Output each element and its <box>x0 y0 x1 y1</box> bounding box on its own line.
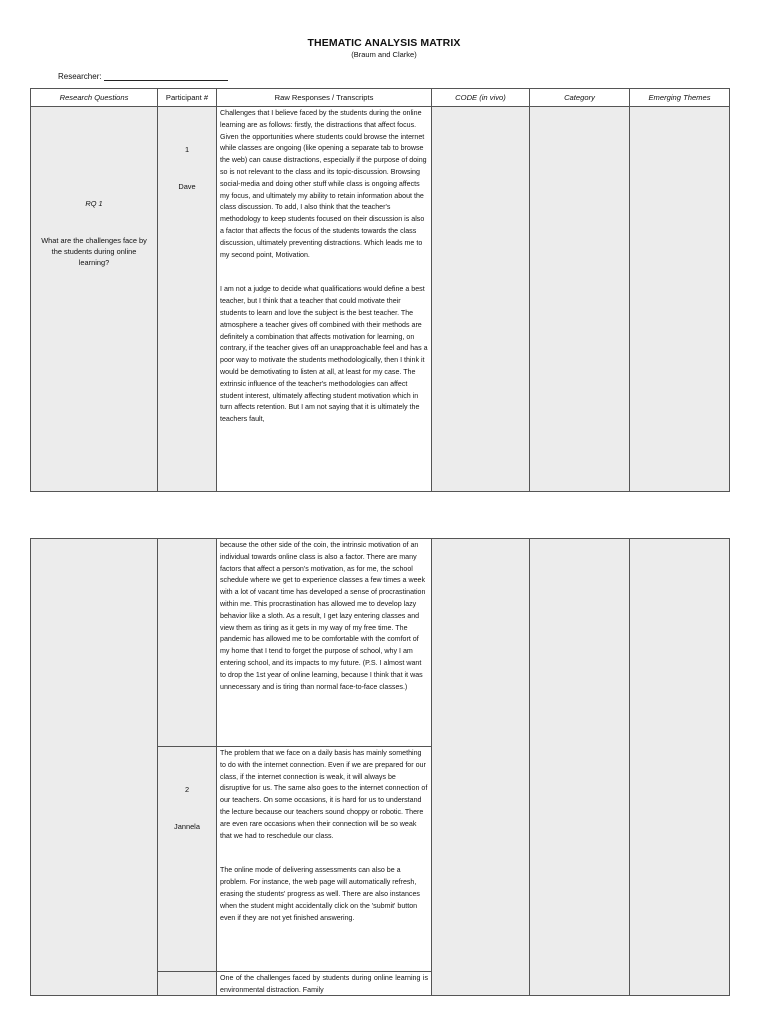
code-cell <box>432 107 530 492</box>
category-cell <box>530 107 630 492</box>
response-paragraph: because the other side of the coin, the intrinsic motivation of an individual towards online class is also a factor. There are many factors that affect a person's motivation, as for me, the school schedule where we get to experience classes a few times a week with a lot of vacant time has developed a sense of procrastination within me. This procrastination has allowed me to develop lazy behavior like a sloth. As a result, I get lazy entering classes and view them as tiring as it gets in my way of my free time. The pandemic has allowed me to be comfortable with the comfort of my home that I tend to forget the purpose of school, why I am entering school, and its impacts to my future. (P.S. I almost want to drop the 1st year of online learning, because I think that it was unnecessary and is tiring than normal face-to-face classes.) <box>220 541 426 691</box>
response-paragraph: The online mode of delivering assessments can also be a problem. For instance, the web page will automatically refresh, erasing the students' progress as well. There are also instances when the student might accidentally click on the 'submit' button even if they are not yet finished answering. <box>220 866 420 922</box>
researcher-label: Researcher: <box>58 72 102 81</box>
participant-number: 1 <box>184 145 190 154</box>
col-participant: Participant # <box>158 89 217 107</box>
matrix-table-page-1 <box>30 88 730 492</box>
col-emerging-themes: Emerging Themes <box>630 89 730 107</box>
participant-name: Dave <box>178 182 196 191</box>
response-paragraph: I am not a judge to decide what qualifications would define a best teacher, but I think that a teacher that could motivate their students to learn and love the subject is the best teacher. The atmosphere a teacher gives off combined with their methods are definitely a combination that affects motivation for learning, on contrary, if the teacher gives off an unapproachable feel and has a poor way to motivate the students methodologically, then I think it would be demotivating to listen at all, at least for my case. The extrinsic influence of the teacher's methodologies can affect student interest, ultimately affecting student motivation which in turn affects retention. But I am not saying that it is ultimately the teachers fault, <box>220 285 428 424</box>
table-row <box>31 107 730 492</box>
participant-name: Jannela <box>174 822 200 831</box>
matrix-table-page-2 <box>30 538 730 996</box>
col-research-questions: Research Questions <box>31 89 158 107</box>
rq-label: RQ 1 <box>85 199 103 208</box>
researcher-field <box>58 71 228 81</box>
participant-cell <box>158 747 217 972</box>
code-cell <box>432 539 530 996</box>
rq-question: What are the challenges face by the students during online learning? <box>41 236 147 267</box>
research-question-cell <box>31 539 158 996</box>
emerging-themes-cell <box>630 539 730 996</box>
participant-cell <box>158 539 217 747</box>
document-subtitle: (Braum and Clarke) <box>351 50 417 59</box>
raw-response-cell <box>217 107 432 492</box>
table-row <box>31 539 730 747</box>
response-paragraph: One of the challenges faced by students during online learning is environmental distraction. Family <box>220 974 428 994</box>
researcher-blank-line <box>104 71 228 81</box>
document-title: THEMATIC ANALYSIS MATRIX <box>307 37 461 49</box>
col-code-in-vivo: CODE (in vivo) <box>432 89 530 107</box>
raw-response-cell <box>217 747 432 972</box>
col-category: Category <box>530 89 630 107</box>
response-paragraph: The problem that we face on a daily basis has mainly something to do with the internet connection. Even if we are prepared for our class, if the internet connection is weak, it will always be disruptive for us. The same also goes to the internet connection of our teachers. On some occasions, it is hard for us to understand the lecture because our teachers sound choppy or robotic. There are even rare occasions when their connection will be so weak that we had to reschedule our class. <box>220 749 428 840</box>
emerging-themes-cell <box>630 107 730 492</box>
participant-cell <box>158 972 217 996</box>
header-row <box>31 89 730 107</box>
category-cell <box>530 539 630 996</box>
raw-response-cell <box>217 972 432 996</box>
participant-cell <box>158 107 217 492</box>
response-paragraph: Challenges that I believe faced by the students during the online learning are as follows: firstly, the distractions that affect focus. Given the opportunities where students could browse the internet while classes are ongoing (like opening a separate tab to browse the web) can cause distractions, especially if the purpose of doing so is not relevant to the class and its topic-discussion. Browsing social-media and doing other stuff while class is ongoing affects my focus, and ultimately my ability to retain information about the class discussion. To add, I also think that the teacher's methodology to keep students focused on their discussion is also a factor that affects the focus of the students towards the class discussion, ultimately preventing distractions. Which leads me to my second point, Motivation. <box>220 109 427 259</box>
col-raw-responses: Raw Responses / Transcripts <box>217 89 432 107</box>
research-question-cell <box>31 107 158 492</box>
raw-response-cell <box>217 539 432 747</box>
participant-number: 2 <box>184 785 190 794</box>
